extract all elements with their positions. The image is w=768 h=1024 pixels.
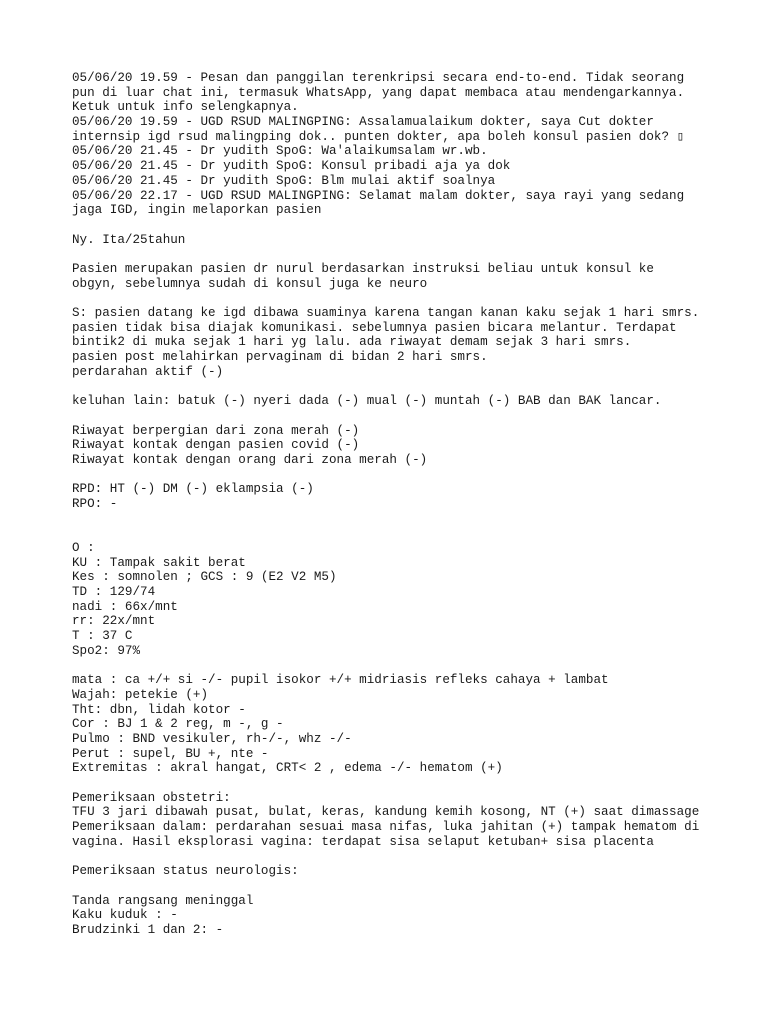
text-line: O : (72, 541, 95, 555)
text-line: perdarahan aktif (-) (72, 364, 224, 379)
text-line: 05/06/20 21.45 - Dr yudith SpoG: Konsul pribadi aja ya dok (72, 159, 511, 174)
document-text (72, 71, 732, 938)
text-line: Spo2: 97% (72, 643, 141, 658)
text-line: KU : Tampak sakit berat (72, 555, 246, 570)
text-line: nadi : 66x/mnt (72, 599, 178, 614)
text-line: Brudzinki 1 dan 2: - (72, 922, 224, 937)
text-line: Pemeriksaan obstetri: (72, 790, 231, 805)
text-line: rr: 22x/mnt (72, 614, 156, 629)
text-line: TD : 129/74 (72, 585, 156, 600)
text-line: mata : ca +/+ si -/- pupil isokor +/+ midriasis refleks cahaya + lambat (72, 673, 609, 688)
blank-line (72, 659, 732, 674)
text-line: Pemeriksaan status neurologis: (72, 864, 299, 879)
text-line: pasien post melahirkan pervaginam di bidan 2 hari smrs. (72, 350, 488, 365)
blank-line (72, 291, 732, 306)
text-line: Extremitas : akral hangat, CRT< 2 , edema -/- hematom (+) (72, 761, 503, 776)
text-line: Tht: dbn, lidah kotor - (72, 702, 246, 717)
blank-line (72, 218, 732, 233)
text-line: 05/06/20 22.17 - UGD RSUD MALINGPING: Selamat malam dokter, saya rayi yang sedang (72, 188, 685, 203)
blank-line (72, 468, 732, 483)
blank-line (72, 879, 732, 894)
text-line: 05/06/20 19.59 - UGD RSUD MALINGPING: Assalamualaikum dokter, saya Cut dokter (72, 115, 654, 130)
text-line: T : 37 C (72, 629, 133, 644)
text-line: 05/06/20 21.45 - Dr yudith SpoG: Blm mulai aktif soalnya (72, 173, 496, 188)
blank-line (72, 776, 732, 791)
text-line: RPO: - (72, 496, 118, 511)
blank-line (72, 849, 732, 864)
text-line: keluhan lain: batuk (-) nyeri dada (-) mual (-) muntah (-) BAB dan BAK lancar. (72, 394, 662, 409)
blank-line (72, 379, 732, 394)
text-line: Kes : somnolen ; GCS : 9 (E2 V2 M5) (72, 570, 337, 585)
text-line: Ketuk untuk info selengkapnya. (72, 100, 299, 115)
text-line: vagina. Hasil eksplorasi vagina: terdapat sisa selaput ketuban+ sisa placenta (72, 834, 654, 849)
text-line: bintik2 di muka sejak 1 hari yg lalu. ada riwayat demam sejak 3 hari smrs. (72, 335, 632, 350)
text-line: Ny. Ita/25tahun (72, 232, 186, 247)
text-line: Kaku kuduk : - (72, 908, 178, 923)
text-line: Riwayat berpergian dari zona merah (-) (72, 423, 360, 438)
text-line: internsip igd rsud malingping dok.. punten dokter, apa boleh konsul pasien dok? ▯ (72, 129, 685, 144)
blank-line (72, 512, 732, 527)
text-line: Riwayat kontak dengan orang dari zona merah (-) (72, 452, 428, 467)
text-line: Pulmo : BND vesikuler, rh-/-, whz -/- (72, 731, 352, 746)
text-line: obgyn, sebelumnya sudah di konsul juga ke neuro (72, 276, 428, 291)
text-line: Cor : BJ 1 & 2 reg, m -, g - (72, 717, 284, 732)
text-line: 05/06/20 19.59 - Pesan dan panggilan terenkripsi secara end-to-end. Tidak seorang (72, 71, 685, 85)
text-line: RPD: HT (-) DM (-) eklampsia (-) (72, 482, 314, 497)
text-line: TFU 3 jari dibawah pusat, bulat, keras, kandung kemih kosong, NT (+) saat dimassage (72, 805, 700, 820)
blank-line (72, 247, 732, 262)
text-line: Wajah: petekie (+) (72, 687, 209, 702)
text-line: Perut : supel, BU +, nte - (72, 746, 269, 761)
text-line: Pemeriksaan dalam: perdarahan sesuai masa nifas, luka jahitan (+) tampak hematom di (72, 820, 700, 835)
text-line: S: pasien datang ke igd dibawa suaminya karena tangan kanan kaku sejak 1 hari smrs. (72, 306, 700, 320)
text-line: pasien tidak bisa diajak komunikasi. sebelumnya pasien bicara melantur. Terdapat (72, 320, 677, 335)
text-line: Pasien merupakan pasien dr nurul berdasarkan instruksi beliau untuk konsul ke (72, 261, 654, 276)
blank-line (72, 526, 732, 541)
text-line: jaga IGD, ingin melaporkan pasien (72, 203, 322, 218)
text-line: Tanda rangsang meninggal (72, 893, 254, 908)
text-line: pun di luar chat ini, termasuk WhatsApp, yang dapat membaca atau mendengarkannya. (72, 85, 685, 100)
text-line: 05/06/20 21.45 - Dr yudith SpoG: Wa'alaikumsalam wr.wb. (72, 144, 488, 159)
text-line: Riwayat kontak dengan pasien covid (-) (72, 438, 360, 453)
blank-line (72, 409, 732, 424)
